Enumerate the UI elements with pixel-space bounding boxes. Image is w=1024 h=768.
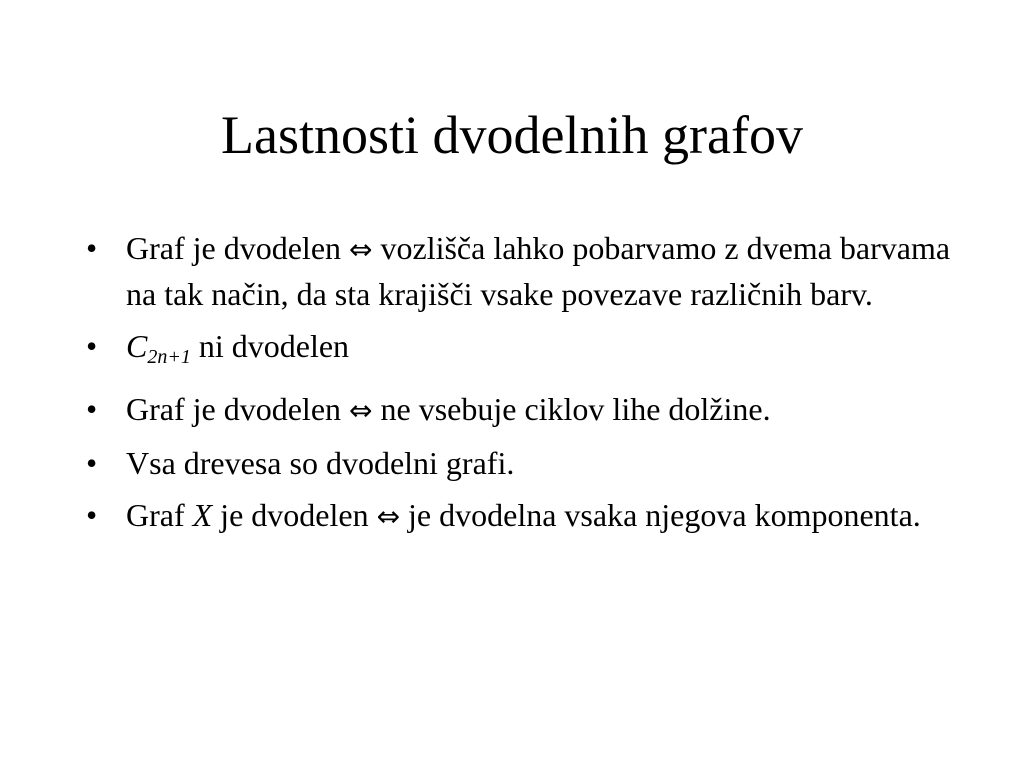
bullet-item-5 <box>86 493 966 539</box>
bullet-icon: • <box>86 230 98 266</box>
bullet-5-lhs-b: je dvodelen <box>220 497 369 533</box>
bullet-2-text: ni dvodelen <box>198 328 350 364</box>
bullet-1-lhs: Graf je dvodelen <box>126 230 342 266</box>
bullet-item-2 <box>86 324 966 379</box>
iff-icon: ⇔ <box>349 233 373 266</box>
bullet-icon: • <box>86 328 98 364</box>
bullet-1-rhs: vozlišča lahko pobarvamo z dvema barvama na tak način, da sta krajišči vsake povezave različnih barv. <box>126 230 951 312</box>
bullet-item-4 <box>86 441 966 485</box>
cycle-subscript: 2n+1 <box>147 346 191 368</box>
graph-variable: X <box>192 497 213 533</box>
bullet-5-rhs: je dvodelna vsaka njegova komponenta. <box>408 497 921 533</box>
bullet-list <box>86 226 966 547</box>
iff-icon: ⇔ <box>349 394 373 427</box>
bullet-item-3 <box>86 387 966 433</box>
bullet-5-lhs-a: Graf <box>126 497 185 533</box>
bullet-icon: • <box>86 391 98 427</box>
bullet-3-rhs: ne vsebuje ciklov lihe dolžine. <box>380 391 771 427</box>
bullet-item-1 <box>86 226 966 316</box>
cycle-symbol: C <box>126 328 148 364</box>
iff-icon: ⇔ <box>376 500 401 533</box>
bullet-4-text: Vsa drevesa so dvodelni grafi. <box>126 445 515 481</box>
slide-title: Lastnosti dvodelnih grafov <box>221 105 803 165</box>
bullet-icon: • <box>86 445 98 481</box>
bullet-3-lhs: Graf je dvodelen <box>126 391 342 427</box>
bullet-icon: • <box>86 497 98 533</box>
